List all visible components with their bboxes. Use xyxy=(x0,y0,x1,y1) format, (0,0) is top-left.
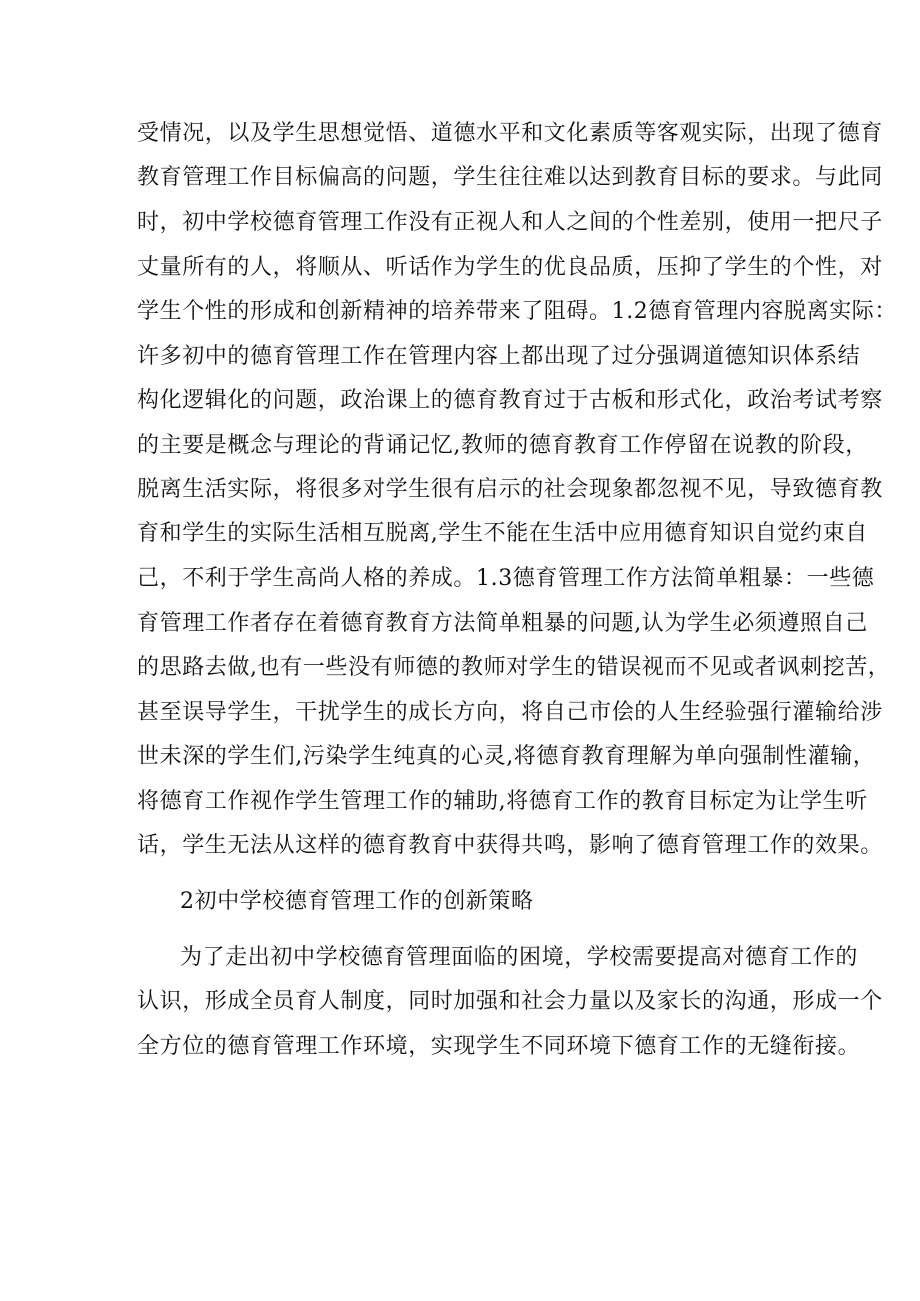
text-line: 的主要是概念与理论的背诵记忆,教师的德育教育工作停留在说教的阶段， xyxy=(137,433,868,458)
text-line: 世未深的学生们,污染学生纯真的心灵,将德育教育理解为单向强制性灌输， xyxy=(137,744,876,769)
text-line: 脱离生活实际，将很多对学生很有启示的社会现象都忽视不见，导致德育教 xyxy=(137,477,883,502)
text-line: 丈量所有的人，将顺从、听话作为学生的优良品质，压抑了学生的个性，对 xyxy=(137,255,883,280)
text-line: 育和学生的实际生活相互脱离,学生不能在生活中应用德育知识自觉约束自 xyxy=(137,521,868,546)
text-line: 育管理工作者存在着德育教育方法简单粗暴的问题,认为学生必须遵照自己 xyxy=(137,611,868,636)
text-line: 学生个性的形成和创新精神的培养带来了阻碍。1.2德育管理内容脱离实际： xyxy=(137,299,897,324)
text-line: 甚至误导学生，干扰学生的成长方向，将自己市侩的人生经验强行灌输给涉 xyxy=(137,700,883,725)
text-line: 话，学生无法从这样的德育教育中获得共鸣，影响了德育管理工作的效果。 xyxy=(137,833,883,858)
text-line: 教育管理工作目标偏高的问题，学生往往难以达到教育目标的要求。与此同 xyxy=(137,165,883,190)
text-line: 己，不利于学生高尚人格的养成。1.3德育管理工作方法简单粗暴：一些德 xyxy=(137,566,875,591)
text-line: 时，初中学校德育管理工作没有正视人和人之间的个性差别，使用一把尺子 xyxy=(137,210,883,235)
text-line: 受情况，以及学生思想觉悟、道德水平和文化素质等客观实际，出现了德育 xyxy=(137,121,883,146)
section-heading: 2初中学校德育管理工作的创新策略 xyxy=(180,889,534,914)
text-line: 构化逻辑化的问题，政治课上的德育教育过于古板和形式化，政治考试考察 xyxy=(137,388,883,413)
text-line: 将德育工作视作学生管理工作的辅助,将德育工作的教育目标定为让学生听 xyxy=(137,789,868,814)
text-line: 认识，形成全员育人制度，同时加强和社会力量以及家长的沟通，形成一个 xyxy=(137,989,883,1014)
text-line: 许多初中的德育管理工作在管理内容上都出现了过分强调道德知识体系结 xyxy=(137,344,861,369)
text-line: 的思路去做,也有一些没有师德的教师对学生的错误视而不见或者讽刺挖苦， xyxy=(137,655,891,680)
text-line: 全方位的德育管理工作环境，实现学生不同环境下德育工作的无缝衔接。 xyxy=(137,1034,861,1059)
text-line: 为了走出初中学校德育管理面临的困境，学校需要提高对德育工作的 xyxy=(180,945,859,970)
